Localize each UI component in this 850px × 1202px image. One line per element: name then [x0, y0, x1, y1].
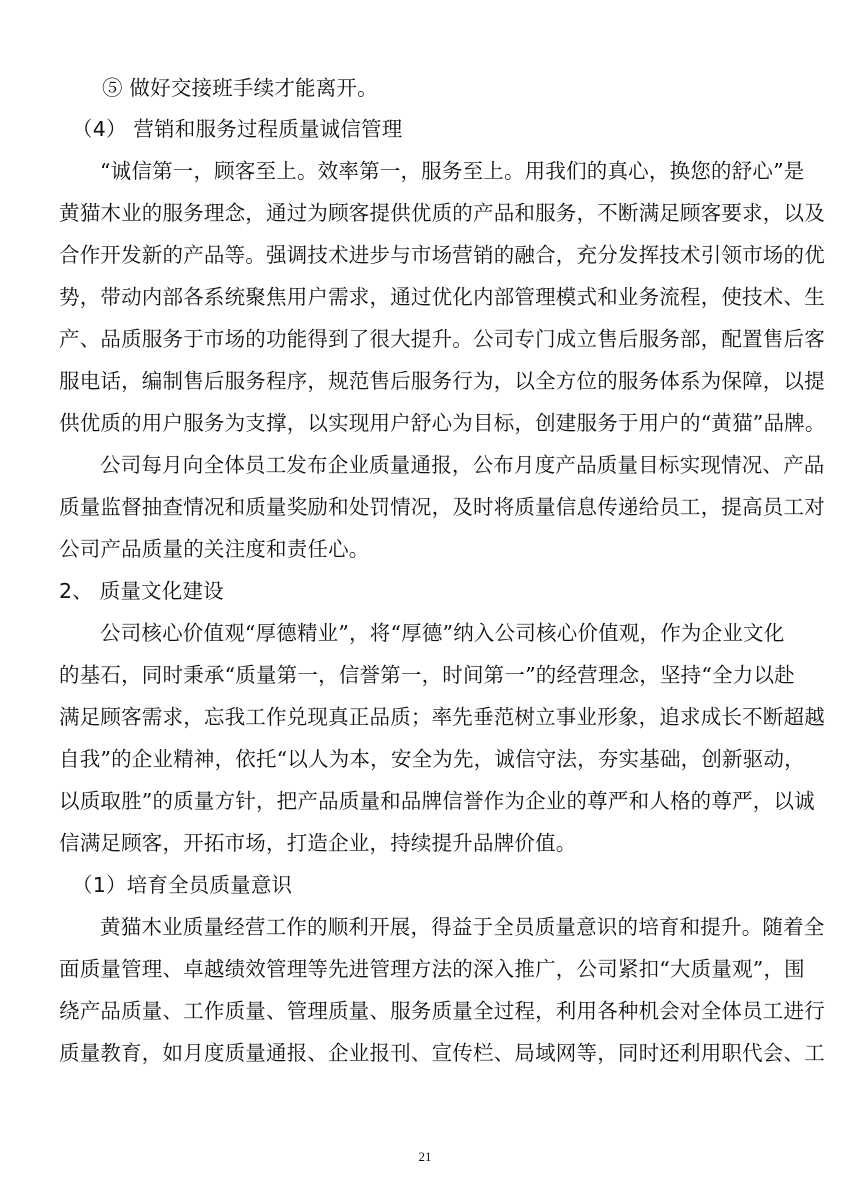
paragraph-line: 产、品质服务于市场的功能得到了很大提升。公司专门成立售后服务部，配置售后客	[59, 327, 825, 351]
paragraph-line: 面质量管理、卓越绩效管理等先进管理方法的深入推广，公司紧扣“大质量观”，围	[59, 957, 805, 981]
paragraph-line: 黄猫木业的服务理念，通过为顾客提供优质的产品和服务，不断满足顾客要求，以及	[59, 201, 825, 225]
paragraph-line: 自我”的企业精神，依托“以人为本，安全为先，诚信守法，夯实基础，创新驱动，	[59, 747, 805, 771]
paragraph-line: 质量教育，如月度质量通报、企业报刊、宣传栏、局域网等，同时还利用职代会、工	[59, 1041, 825, 1065]
paragraph-line: 合作开发新的产品等。强调技术进步与市场营销的融合，充分发挥技术引领市场的优	[59, 243, 825, 267]
page-number: 21	[418, 1149, 432, 1164]
paragraph-line: 公司产品质量的关注度和责任心。	[59, 537, 370, 561]
paragraph-line: 以质取胜”的质量方针，把产品质量和品牌信誉作为企业的尊严和人格的尊严，以诚	[59, 789, 815, 813]
paragraph-line: 质量监督抽查情况和质量奖励和处罚情况，及时将质量信息传递给员工，提高员工对	[59, 495, 825, 519]
list-item-5: ⑤ 做好交接班手续才能离开。	[102, 76, 378, 100]
paragraph-line: 信满足顾客，开拓市场，打造企业，持续提升品牌价值。	[59, 831, 577, 855]
paragraph-line: 绕产品质量、工作质量、管理质量、服务质量全过程，利用各种机会对全体员工进行	[59, 999, 825, 1023]
paragraph-line: 供优质的用户服务为支撑，以实现用户舒心为目标，创建服务于用户的“黄猫”品牌。	[59, 411, 826, 435]
section-heading-marketing-service: （4） 营销和服务过程质量诚信管理	[72, 117, 403, 141]
paragraph-line: 公司每月向全体员工发布企业质量通报，公布月度产品质量目标实现情况、产品	[100, 453, 825, 477]
paragraph-line: “诚信第一，顾客至上。效率第一，服务至上。用我们的真心，换您的舒心”是	[100, 159, 805, 183]
paragraph-line: 公司核心价值观“厚德精业”，将“厚德”纳入公司核心价值观，作为企业文化	[100, 621, 785, 645]
paragraph-line: 的基石，同时秉承“质量第一，信誉第一，时间第一”的经营理念，坚持“全力以赴	[59, 663, 795, 687]
section-heading-quality-culture: 2、 质量文化建设	[59, 579, 224, 603]
paragraph-line: 黄猫木业质量经营工作的顺利开展，得益于全员质量意识的培育和提升。随着全	[100, 915, 825, 939]
paragraph-line: 势，带动内部各系统聚焦用户需求，通过优化内部管理模式和业务流程，使技术、生	[59, 285, 825, 309]
section-heading-quality-awareness: （1）培育全员质量意识	[72, 873, 293, 897]
paragraph-line: 服电话，编制售后服务程序，规范售后服务行为，以全方位的服务体系为保障，以提	[59, 369, 825, 393]
paragraph-line: 满足顾客需求，忘我工作兑现真正品质；率先垂范树立事业形象，追求成长不断超越	[59, 705, 825, 729]
